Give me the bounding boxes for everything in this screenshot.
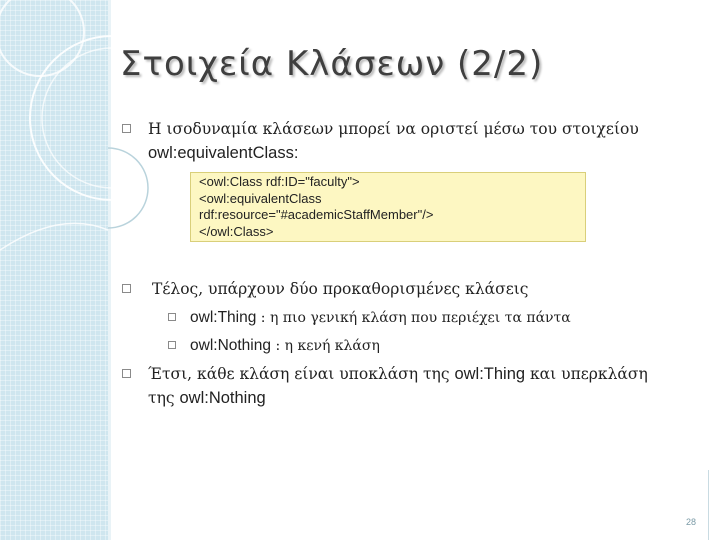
square-bullet-icon xyxy=(122,124,131,133)
bullet-1-line-1: Η ισοδυναμία κλάσεων μπορεί να οριστεί μέσω του στοιχείου xyxy=(148,120,639,138)
page-number: 28 xyxy=(686,517,697,527)
deco-circle-small xyxy=(0,0,84,76)
bullet-3-line-2 xyxy=(148,388,266,408)
owl-thing-desc: : η πιο γενική κλάση που περιέχει τα πάντα xyxy=(256,310,571,326)
code-line: rdf:resource="#academicStaffMember"/> xyxy=(199,207,434,222)
owl-nothing-term: owl:Nothing xyxy=(190,337,271,354)
code-line: </owl:Class> xyxy=(199,223,274,239)
sub-bullet-owl-thing xyxy=(190,308,571,328)
owl-thing-term: owl:Thing xyxy=(190,309,257,326)
square-bullet-icon xyxy=(122,369,131,378)
bullet-3-line-1 xyxy=(148,364,648,384)
square-bullet-icon xyxy=(122,284,131,293)
footer-divider xyxy=(708,470,709,540)
owl-equivalentclass-term: owl:equivalentClass xyxy=(148,144,294,162)
bullet-3-part-3: της xyxy=(148,389,180,407)
bullet-1-line-2 xyxy=(148,143,298,163)
code-line: <owl:Class rdf:ID="faculty"> xyxy=(199,174,360,189)
deco-swoosh xyxy=(0,223,108,250)
bullet-3-part-2: και υπερκλάση xyxy=(525,365,648,383)
bullet-1-suffix: : xyxy=(293,144,299,162)
sub-bullet-owl-nothing xyxy=(190,336,380,356)
slide-title: Στοιχεία Κλάσεων (2/2) xyxy=(120,44,544,84)
code-example-box xyxy=(190,172,586,242)
square-bullet-icon xyxy=(168,313,176,321)
owl-nothing-term-inline: owl:Nothing xyxy=(179,389,266,407)
bullet-3-part-1: Έτσι, κάθε κλάση είναι υποκλάση της xyxy=(148,365,455,383)
owl-nothing-desc: : η κενή κλάση xyxy=(271,338,380,354)
code-line: <owl:equivalentClass xyxy=(199,190,322,206)
square-bullet-icon xyxy=(168,341,176,349)
owl-thing-term-inline: owl:Thing xyxy=(454,365,526,383)
bullet-2-text: Τέλος, υπάρχουν δύο προκαθορισμένες κλάσεις xyxy=(152,280,529,298)
